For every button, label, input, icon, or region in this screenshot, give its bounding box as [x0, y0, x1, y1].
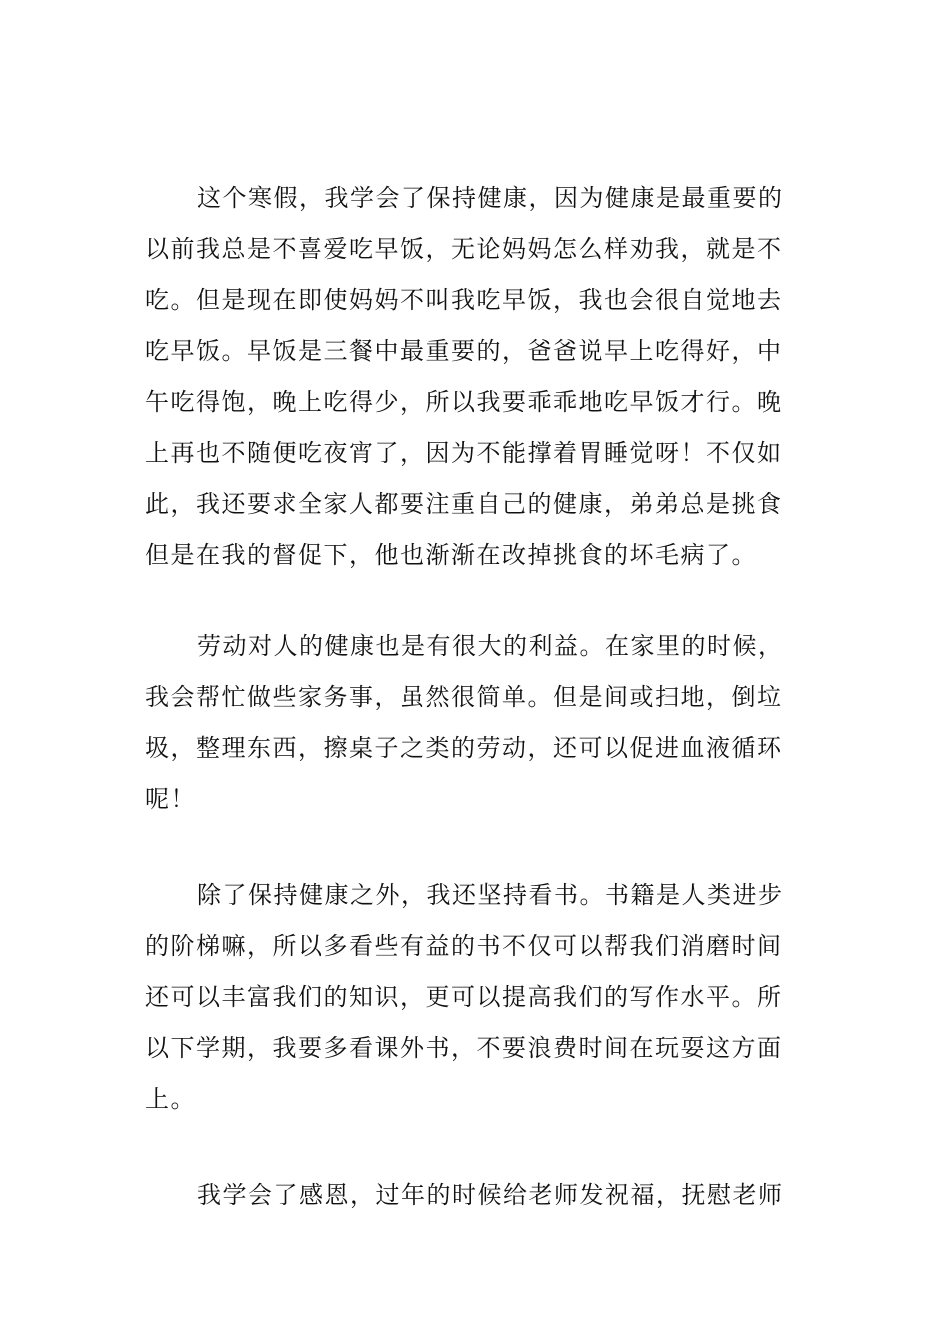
text-line: 我会帮忙做些家务事，虽然很简单。但是间或扫地，倒垃 — [145, 683, 783, 711]
text-line: 除了保持健康之外，我还坚持看书。书籍是人类进步 — [197, 881, 784, 909]
text-line: 以前我总是不喜爱吃早饭，无论妈妈怎么样劝我，就是不 — [145, 235, 783, 263]
paragraph-health — [145, 173, 810, 581]
text-line: 吃。但是现在即使妈妈不叫我吃早饭，我也会很自觉地去 — [145, 286, 783, 314]
text-line: 的阶梯嘛，所以多看些有益的书不仅可以帮我们消磨时间 — [145, 932, 783, 960]
paragraph-reading — [145, 870, 810, 1125]
paragraph-labor — [145, 621, 810, 825]
text-line: 上再也不随便吃夜宵了，因为不能撑着胃睡觉呀！不仅如 — [145, 439, 783, 467]
text-line: 劳动对人的健康也是有很大的利益。在家里的时候， — [197, 632, 784, 660]
text-line: 以下学期，我要多看课外书，不要浪费时间在玩耍这方面 — [145, 1034, 783, 1062]
text-line: 上。 — [145, 1085, 196, 1113]
text-line: 午吃得饱，晚上吃得少，所以我要乖乖地吃早饭才行。晚 — [145, 388, 783, 416]
text-line: 这个寒假，我学会了保持健康，因为健康是最重要的 — [197, 184, 784, 212]
text-line: 圾，整理东西，擦桌子之类的劳动，还可以促进血液循环 — [145, 734, 783, 762]
text-line: 吃早饭。早饭是三餐中最重要的，爸爸说早上吃得好，中 — [145, 337, 783, 365]
text-line: 我学会了感恩，过年的时候给老师发祝福，抚慰老师 — [197, 1181, 784, 1209]
text-line: 呢！ — [145, 785, 196, 813]
text-line: 但是在我的督促下，他也渐渐在改掉挑食的坏毛病了。 — [145, 541, 757, 569]
text-line: 此，我还要求全家人都要注重自己的健康，弟弟总是挑食 — [145, 490, 783, 518]
paragraph-gratitude — [145, 1170, 810, 1221]
text-line: 还可以丰富我们的知识，更可以提高我们的写作水平。所 — [145, 983, 783, 1011]
